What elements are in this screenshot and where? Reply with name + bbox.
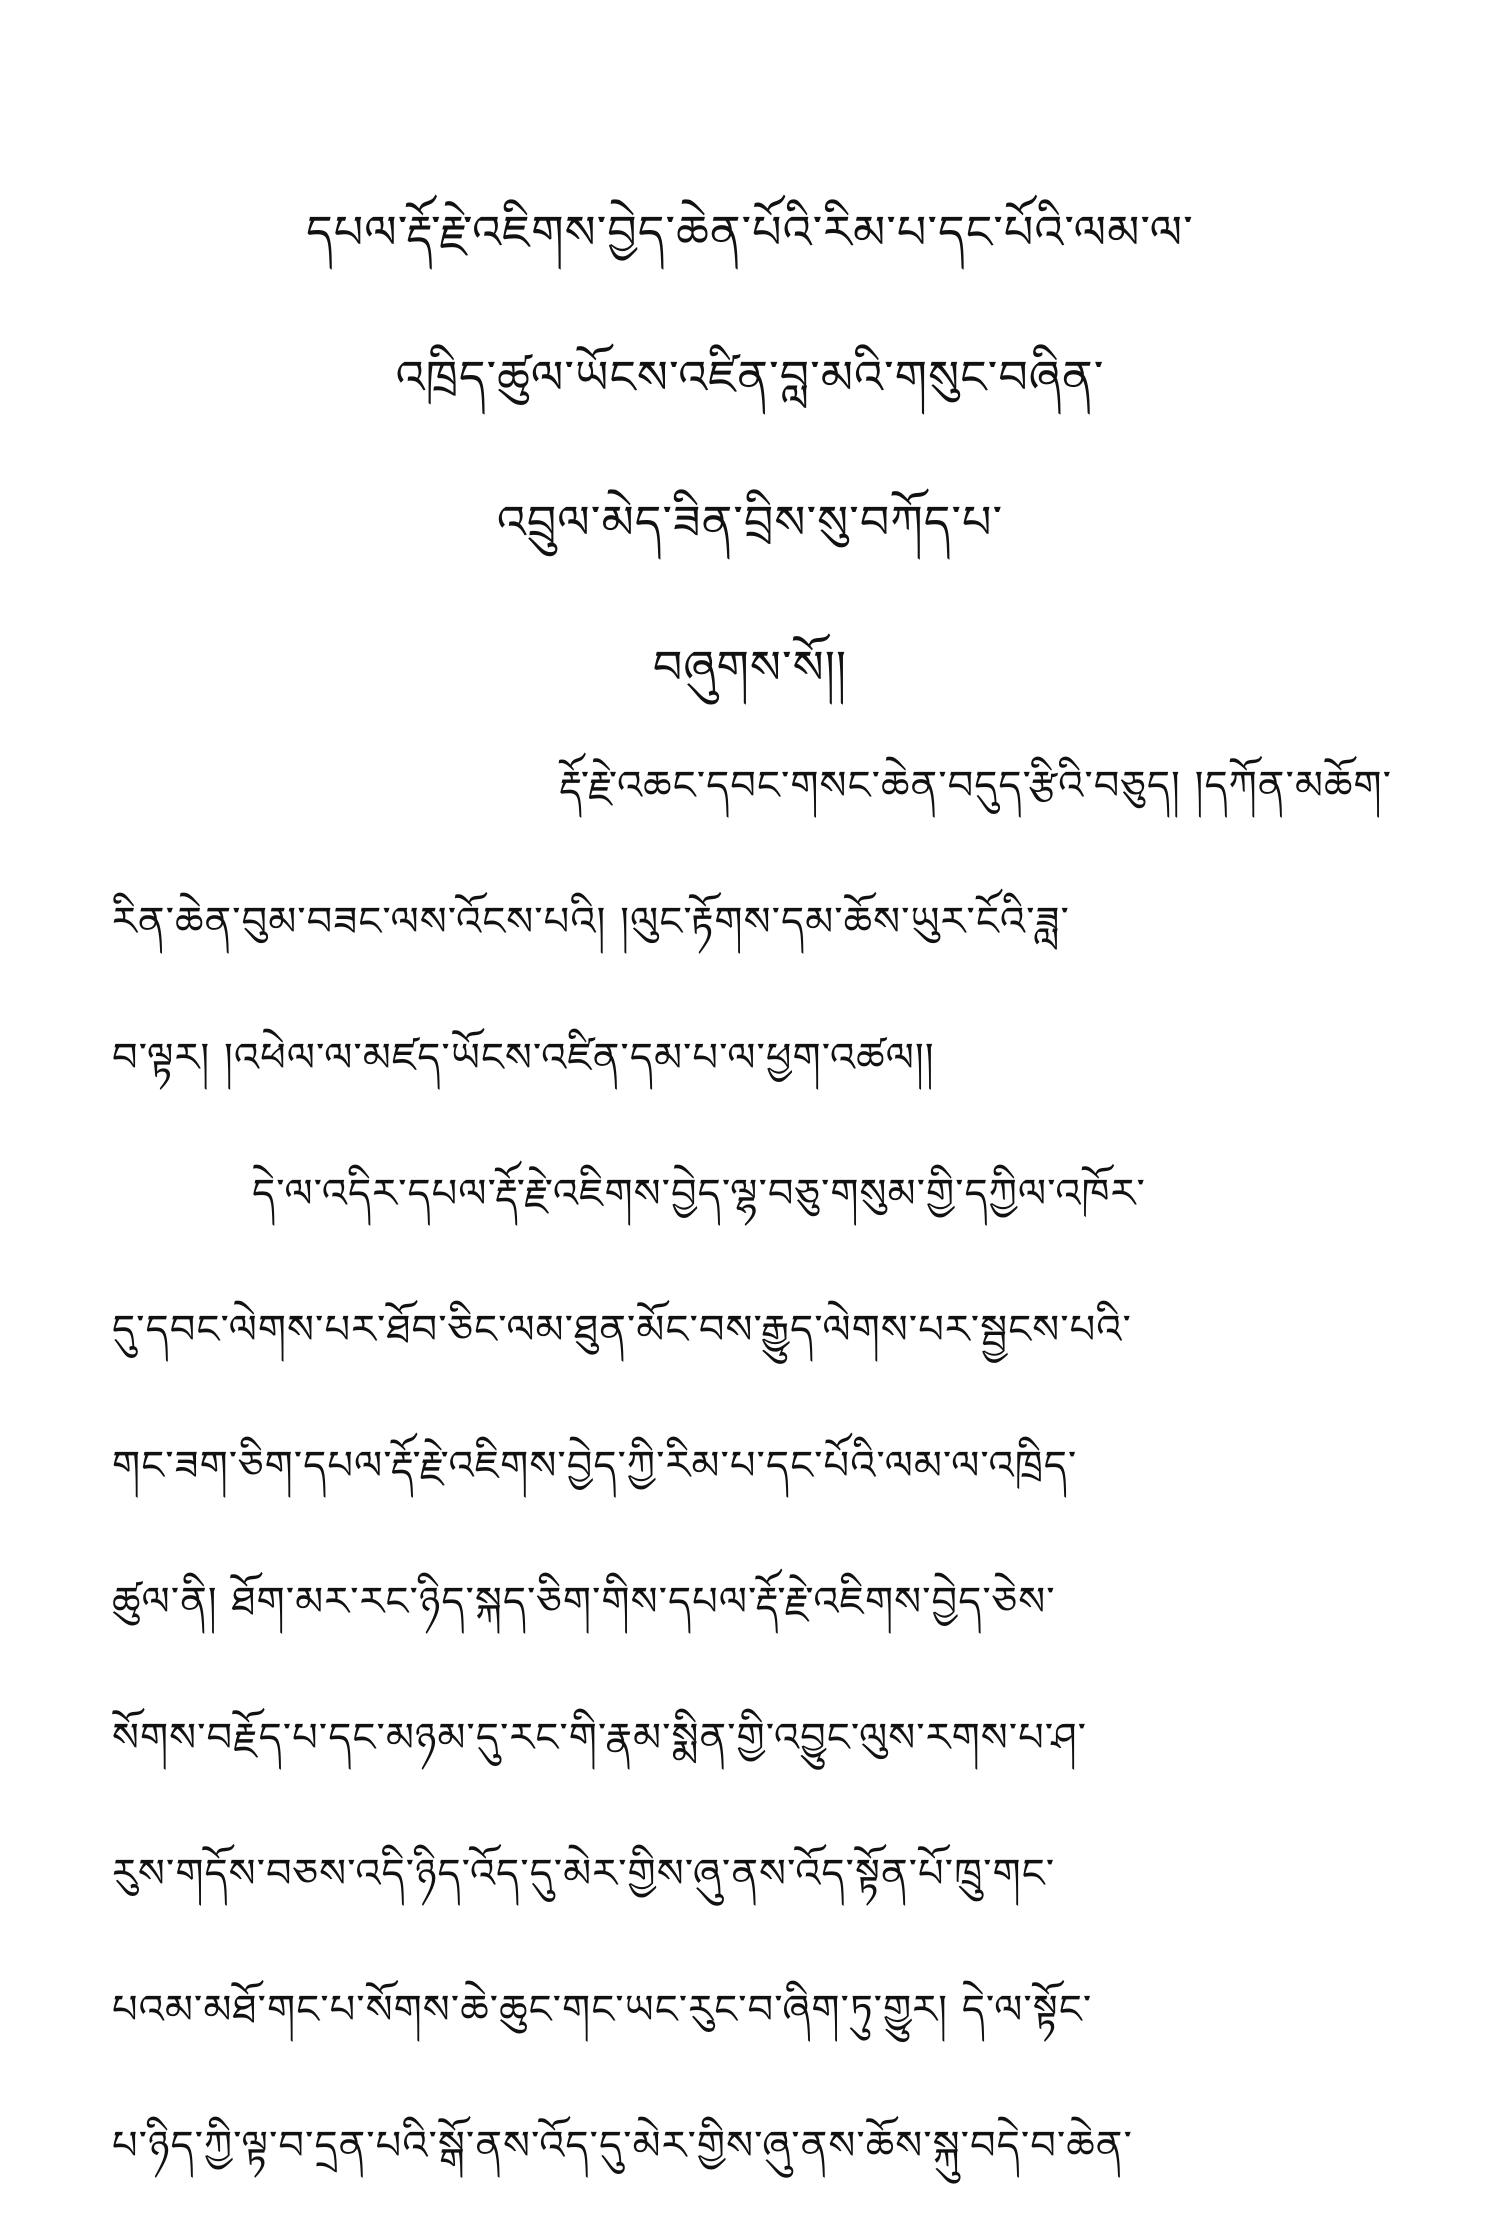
body-line-5: དུ་དབང་ལེགས་པར་ཐོབ་ཅིང་ལམ་ཐུན་མོང་བས་རྒྱུད་ལེགས་པར་སྦྱངས་པའི་	[112, 1307, 1132, 1353]
body-line-6: གང་ཟག་ཅིག་དཔལ་རྡོ་རྗེ་འཇིགས་བྱེད་ཀྱི་རིམ་པ་དང་པོའི་ལམ་ལ་འཁྲིད་	[112, 1443, 1078, 1489]
body-line-10: པའམ་མཐོ་གང་པ་སོགས་ཆེ་ཆུང་གང་ཡང་རུང་བ་ཞིག་ཏུ་གྱུར། དེ་ལ་སྟོང་	[112, 1987, 1093, 2033]
title-line-3: འབྲུལ་མེད་ཟིན་བྲིས་སུ་བཀོད་པ་	[496, 495, 1004, 549]
body-line-4: དེ་ལ་འདིར་དཔལ་རྡོ་རྗེ་འཇིགས་བྱེད་ལྷ་བཅུ་གསུམ་གྱི་དཀྱིལ་འཁོར་	[252, 1171, 1146, 1217]
title-line-1: དཔལ་རྡོ་རྗེ་འཇིགས་བྱེད་ཆེན་པོའི་རིམ་པ་དང་པོའི་ལམ་ལ་	[306, 205, 1194, 259]
document-body	[112, 718, 1392, 2214]
body-line-7: ཚུལ་ནི། ཐོག་མར་རང་ཉིད་སྐད་ཅིག་གིས་དཔལ་རྡོ་རྗེ་འཇིགས་བྱེད་ཅེས་	[112, 1579, 1056, 1625]
body-line-9: རུས་གདོས་བཅས་འདི་ཉིད་འོད་དུ་མེར་གྱིས་ཞུ་ནས་འོད་སྟོན་པོ་ཁྲུ་གང་	[112, 1851, 1056, 1897]
document-title	[0, 160, 1500, 740]
body-line-3: བ་ལྟར། །འཕེལ་ལ་མཛད་ཡོངས་འཛིན་དམ་པ་ལ་ཕྱག་འཚལ།།	[112, 1035, 935, 1081]
title-line-4: བཞུགས་སོ།།	[652, 640, 848, 694]
body-line-1: རྡོ་རྗེ་འཆང་དབང་གསང་ཆེན་བདུད་རྩིའི་བཅུད། །དཀོན་མཆོག་	[559, 763, 1392, 809]
body-line-8: སོགས་བརྗོད་པ་དང་མཉམ་དུ་རང་གི་རྣམ་སྨིན་གྱི་འབྱུང་ལུས་རགས་པ་ཤ་	[112, 1715, 1088, 1761]
body-line-2: རིན་ཆེན་བུམ་བཟང་ལས་འོངས་པའི། །ལུང་རྟོགས་དམ་ཆོས་ཡུར་ངོའི་ཟླ་	[112, 899, 1070, 945]
title-line-2: འཁྲིད་ཚུལ་ཡོངས་འཛིན་བླ་མའི་གསུང་བཞིན་	[395, 350, 1105, 404]
body-line-11: པ་ཉིད་ཀྱི་ལྟ་བ་དྲན་པའི་སྒོ་ནས་འོད་དུ་མེར་གྱིས་ཞུ་ནས་ཆོས་སྐུ་བདེ་བ་ཆེན་	[112, 2123, 1133, 2169]
